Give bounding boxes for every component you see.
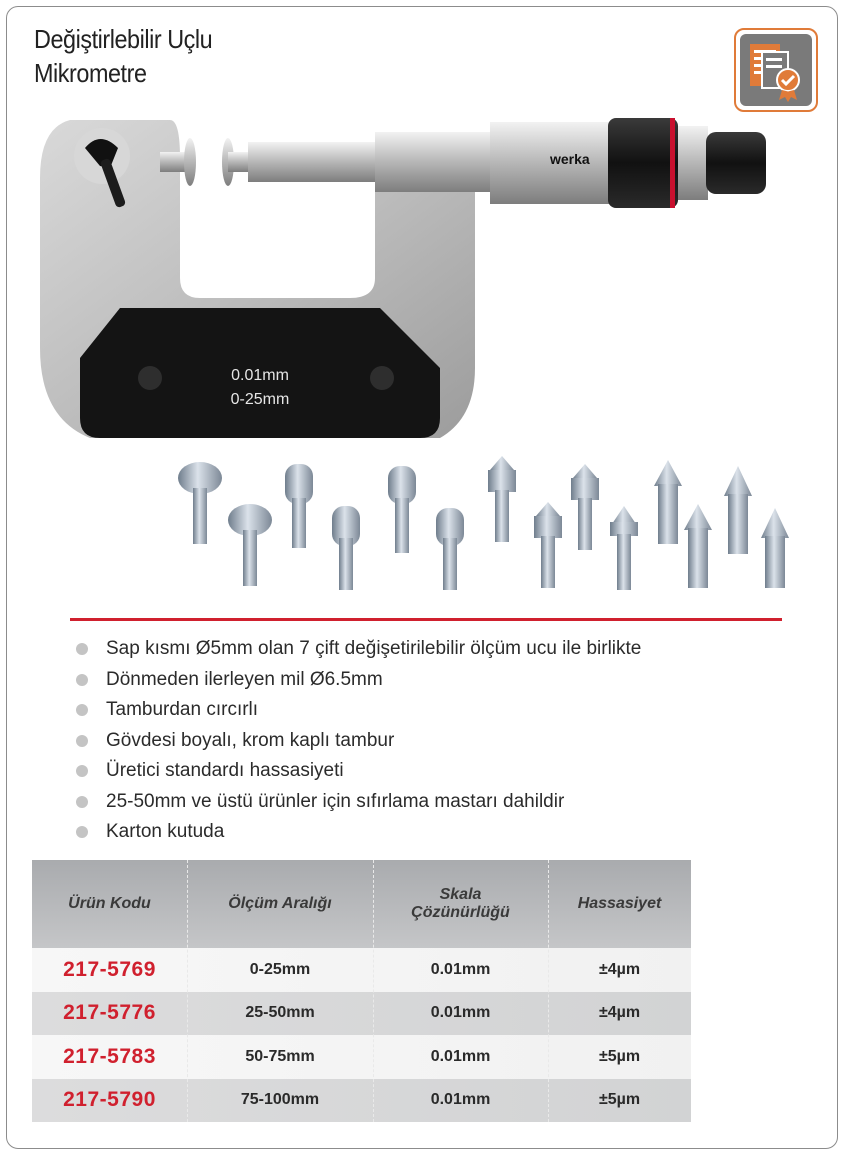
bullet-icon	[76, 735, 88, 747]
column-divider	[373, 860, 374, 1122]
list-item: 25-50mm ve üstü ürünler için sıfırlama mastarı dahildir	[72, 787, 641, 818]
measuring-range: 75-100mm	[240, 1091, 320, 1109]
list-item: Dönmeden ilerleyen mil Ø6.5mm	[72, 665, 641, 696]
certificate-document-icon	[736, 30, 816, 110]
page-title	[34, 22, 340, 90]
bullet-icon	[76, 643, 88, 655]
list-item: Karton kutuda	[72, 817, 641, 848]
brand-label: werka	[550, 151, 590, 167]
column-divider	[187, 860, 188, 1122]
bullet-icon	[76, 765, 88, 777]
list-item: Sap kısmı Ø5mm olan 7 çift değişetirilebilir ölçüm ucu ile birlikte	[72, 634, 641, 665]
measuring-range: 25-50mm	[245, 1004, 315, 1022]
table-header	[32, 860, 691, 948]
resolution: 0.01mm	[430, 1004, 491, 1022]
bullet-icon	[76, 826, 88, 838]
plate-resolution: 0.01mm	[231, 367, 289, 384]
table-row	[32, 948, 691, 992]
resolution: 0.01mm	[430, 960, 491, 978]
accuracy: ±5µm	[598, 1047, 641, 1065]
product-code: 217-5769	[63, 957, 156, 981]
list-item: Gövdesi boyalı, krom kaplı tambur	[72, 726, 641, 757]
micrometer-illustration	[30, 118, 810, 618]
header-product-code: Ürün Kodu	[68, 895, 151, 912]
header-resolution: Skala Çözünürlüğü	[411, 886, 510, 921]
list-item: Üretici standardı hassasiyeti	[72, 756, 641, 787]
title-line-2: Mikrometre	[34, 58, 147, 88]
bullet-icon	[76, 796, 88, 808]
header-accuracy: Hassasiyet	[577, 895, 662, 912]
section-divider	[70, 618, 782, 621]
table-row	[32, 992, 691, 1036]
accuracy: ±4µm	[598, 960, 641, 978]
bullet-icon	[76, 704, 88, 716]
tip-set	[178, 456, 789, 590]
measuring-range: 50-75mm	[245, 1047, 315, 1065]
product-code: 217-5783	[63, 1044, 156, 1068]
measuring-range: 0-25mm	[249, 960, 311, 978]
bullet-icon	[76, 674, 88, 686]
spec-table	[32, 860, 691, 1122]
column-divider	[548, 860, 549, 1122]
product-code: 217-5790	[63, 1088, 156, 1112]
accuracy: ±4µm	[598, 1004, 641, 1022]
table-row	[32, 1079, 691, 1123]
title-line-1: Değiştirlebilir Uçlu	[34, 24, 213, 54]
accuracy: ±5µm	[598, 1091, 641, 1109]
resolution: 0.01mm	[430, 1091, 491, 1109]
list-item: Tamburdan cırcırlı	[72, 695, 641, 726]
header-measuring-range: Ölçüm Aralığı	[228, 895, 332, 912]
plate-range: 0-25mm	[230, 391, 290, 408]
resolution: 0.01mm	[430, 1047, 491, 1065]
product-code: 217-5776	[63, 1001, 156, 1025]
feature-list	[72, 634, 641, 848]
certificate-badge	[734, 28, 818, 112]
table-row	[32, 1035, 691, 1079]
